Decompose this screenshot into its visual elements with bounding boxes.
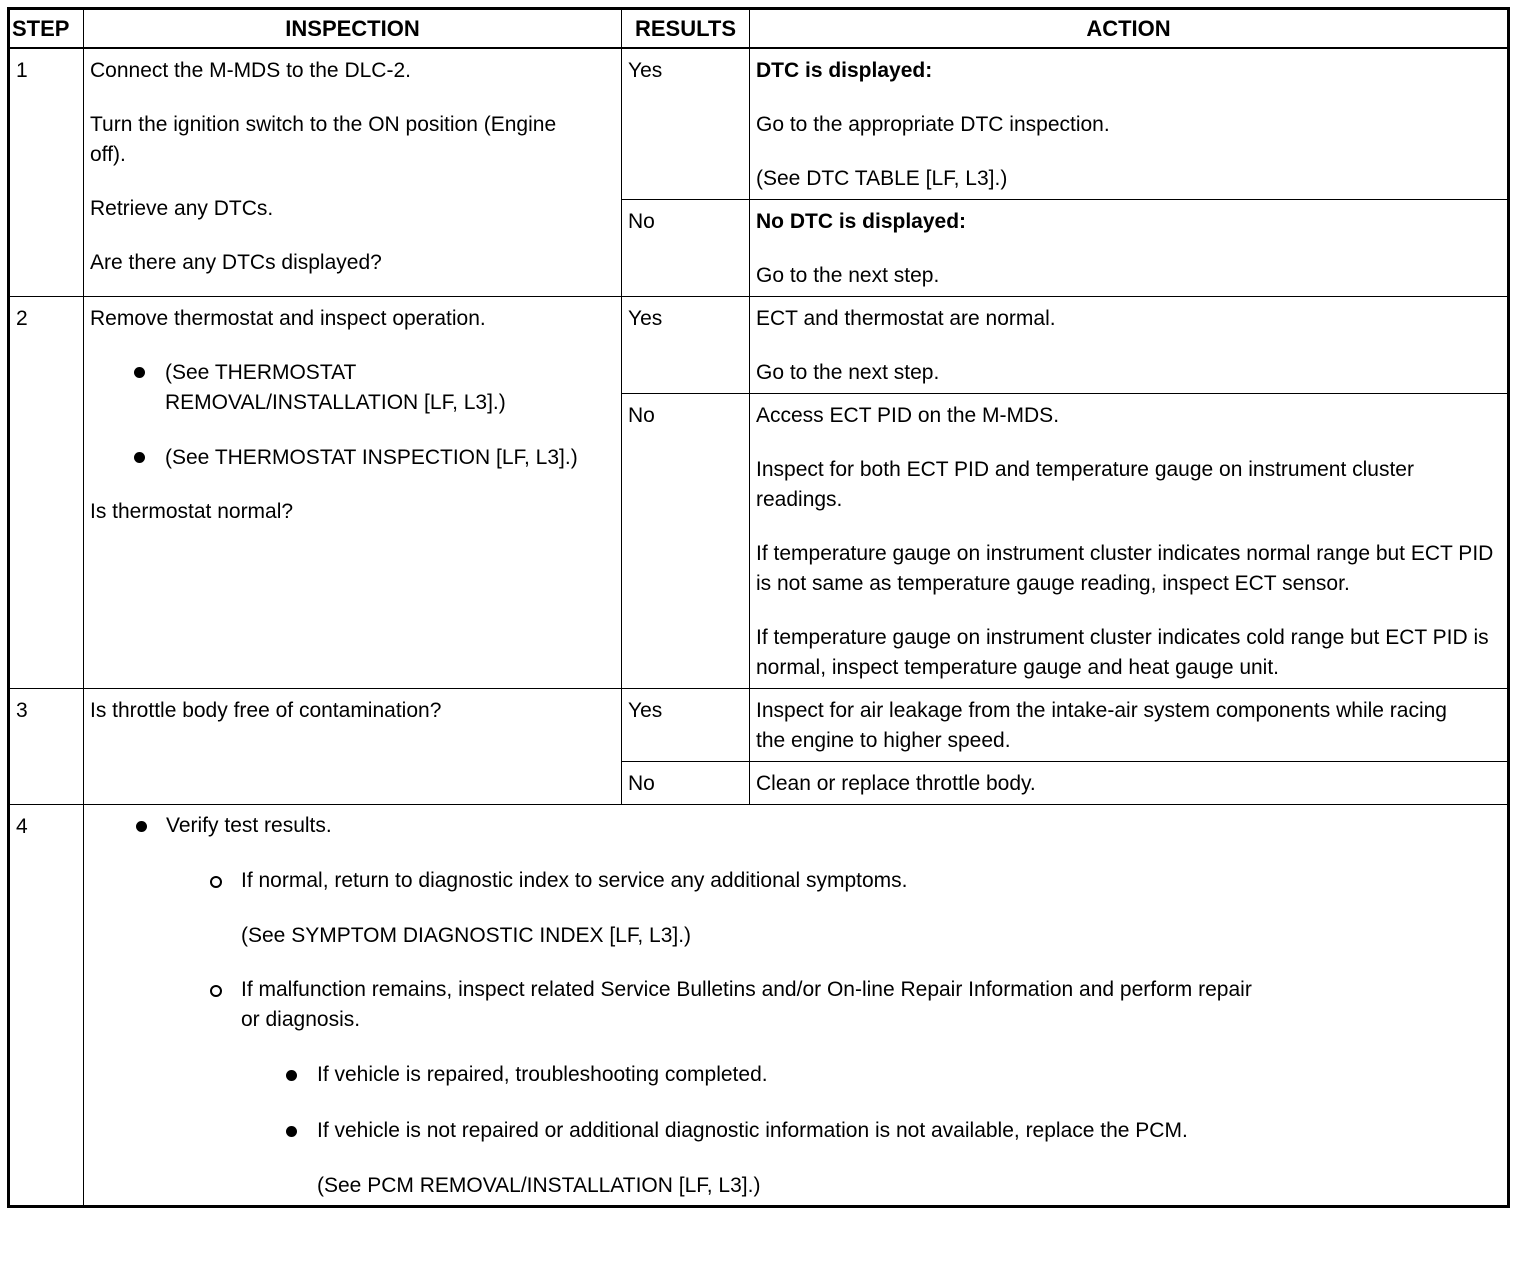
step4-repaired: If vehicle is repaired, troubleshooting completed.	[317, 1063, 768, 1086]
step2-bullet: (See THERMOSTAT INSPECTION [LF, L3].)	[130, 443, 615, 473]
step2-inspection	[84, 297, 622, 689]
step1-action-no	[750, 200, 1509, 297]
step4-normal: If normal, return to diagnostic index to service any additional symptoms.	[241, 869, 908, 892]
step2-action-no	[750, 394, 1509, 689]
bullet-dot	[286, 1070, 297, 1081]
header-action: ACTION	[750, 9, 1509, 49]
bullet-dot	[136, 821, 147, 832]
header-results: RESULTS	[622, 9, 750, 49]
step4-row	[9, 805, 1509, 1207]
bullet-dot	[286, 1126, 297, 1137]
step3-result-yes: Yes	[622, 689, 750, 762]
diagnostic-table	[7, 7, 1510, 1208]
step2-action-yes	[750, 297, 1509, 394]
step1-yes-line: Go to the appropriate DTC inspection.	[756, 113, 1110, 136]
step1-no-line: Go to the next step.	[756, 264, 940, 287]
step3-yes-row	[9, 689, 1509, 762]
step4-content	[84, 805, 1509, 1207]
header-step: STEP	[9, 9, 84, 49]
step4-pcm-ref: (See PCM REMOVAL/INSTALLATION [LF, L3].)	[317, 1174, 761, 1197]
step2-result-no: No	[622, 394, 750, 689]
step1-inspection-line: Connect the M-MDS to the DLC-2.	[90, 59, 411, 82]
step2-no-line: If temperature gauge on instrument cluster indicates cold range but ECT PID is normal, inspect temperature gauge and heat gauge unit.	[756, 626, 1489, 679]
step1-inspection	[84, 48, 622, 297]
step1-yes-row	[9, 48, 1509, 200]
step3-number: 3	[9, 689, 84, 805]
step1-result-yes: Yes	[622, 48, 750, 200]
step1-action-yes	[750, 48, 1509, 200]
step1-result-no: No	[622, 200, 750, 297]
step2-question: Is thermostat normal?	[90, 500, 294, 523]
step4-number: 4	[9, 805, 84, 1207]
step2-intro: Remove thermostat and inspect operation.	[90, 307, 486, 330]
step4-malfunction-cont: or diagnosis.	[241, 1008, 361, 1031]
step3-result-no: No	[622, 762, 750, 805]
step2-number: 2	[9, 297, 84, 689]
step4-verify: Verify test results.	[166, 814, 332, 837]
step2-bullet-list	[90, 358, 615, 473]
step2-no-line: If temperature gauge on instrument cluster indicates normal range but ECT PID is not same as temperature gauge reading, inspect ECT sensor.	[756, 542, 1494, 595]
step1-no-heading: No DTC is displayed:	[756, 210, 967, 233]
step2-yes-row	[9, 297, 1509, 394]
step2-no-line: Inspect for both ECT PID and temperature gauge on instrument cluster readings.	[756, 458, 1414, 511]
step2-no-line: Access ECT PID on the M-MDS.	[756, 404, 1060, 427]
step3-action-no: Clean or replace throttle body.	[750, 762, 1509, 805]
step2-yes-line: ECT and thermostat are normal.	[756, 307, 1056, 330]
step1-yes-heading: DTC is displayed:	[756, 59, 933, 82]
bullet-ring	[210, 985, 222, 997]
step1-yes-line: (See DTC TABLE [LF, L3].)	[756, 167, 1008, 190]
step3-inspection: Is throttle body free of contamination?	[84, 689, 622, 805]
step2-result-yes: Yes	[622, 297, 750, 394]
bullet-ring	[210, 876, 222, 888]
step4-not-repaired: If vehicle is not repaired or additional diagnostic information is not available, replace the PCM.	[317, 1119, 1188, 1142]
step2-yes-line: Go to the next step.	[756, 361, 940, 384]
header-inspection: INSPECTION	[84, 9, 622, 49]
step1-inspection-line: Retrieve any DTCs.	[90, 197, 274, 220]
step1-number: 1	[9, 48, 84, 297]
step1-inspection-line: Turn the ignition switch to the ON position (Engine off).	[90, 113, 557, 166]
step4-normal-ref: (See SYMPTOM DIAGNOSTIC INDEX [LF, L3].)	[241, 924, 692, 947]
step2-bullet: (See THERMOSTAT REMOVAL/INSTALLATION [LF, L3].)	[130, 358, 615, 418]
step1-inspection-line: Are there any DTCs displayed?	[90, 251, 382, 274]
header-row	[9, 9, 1509, 49]
step3-action-yes: Inspect for air leakage from the intake-air system components while racing the engine to higher speed.	[750, 689, 1509, 762]
step4-malfunction: If malfunction remains, inspect related Service Bulletins and/or On-line Repair Information and perform repair	[241, 978, 1252, 1001]
